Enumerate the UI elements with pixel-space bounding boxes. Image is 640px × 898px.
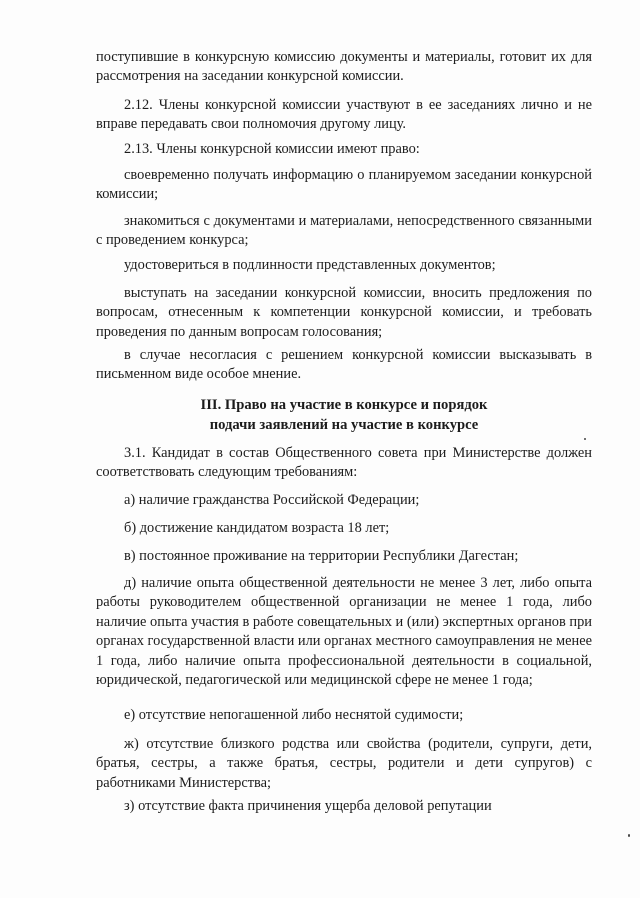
paragraph-3-1: 3.1. Кандидат в состав Общественного совета при Министерстве должен соответствовать следующим требованиям: [96,445,592,481]
section-heading-line-1: III. Право на участие в конкурсе и порядок [200,397,488,413]
paragraph-right-speak: выступать на заседании конкурсной комиссии, вносить предложения по вопросам, отнесенным к компетенции конкурсной комиссии, и требовать проведения по данным вопросам голосования; [96,285,592,340]
section-heading [96,396,592,435]
section-heading-line-2: подачи заявлений на участие в конкурсе [209,416,479,433]
paragraph-2-13: 2.13. Члены конкурсной комиссии имеют право: [124,141,420,157]
requirement-e: е) отсутствие непогашенной либо неснятой судимости; [124,707,464,723]
paragraph-right-review: знакомиться с документами и материалами, непосредственного связанными с проведением конкурса; [96,213,592,249]
requirement-zh: ж) отсутствие близкого родства или свойства (родители, супруги, дети, братья, сестры, а также братья, сестры, родители и дети супругов) с работниками Министерства; [96,736,592,791]
requirement-b: б) достижение кандидатом возраста 18 лет; [124,520,390,536]
paragraph-2-12: 2.12. Члены конкурсной комиссии участвуют в ее заседаниях лично и не вправе передавать свои полномочия другому лицу. [96,97,592,133]
scan-speck [584,438,586,440]
paragraph-continuation: поступившие в конкурсную комиссию документы и материалы, готовит их для рассмотрения на заседании конкурсной комиссии. [96,49,592,85]
paragraph-right-dissent: в случае несогласия с решением конкурсной комиссии высказывать в письменном виде особое мнение. [96,347,592,383]
requirement-d: д) наличие опыта общественной деятельности не менее 3 лет, либо опыта работы руководителем общественной организации не менее 1 года, либо наличие опыта участия в работе совещательных и (или) экспертных органов при органах государственной власти или органах местного самоуправления не менее 1 года, либо наличие опыта профессиональной деятельности в социальной, юридической, педагогической или медицинской сфере не менее 1 года; [96,575,593,689]
scan-speck [628,834,630,837]
requirement-z: з) отсутствие факта причинения ущерба деловой репутации [124,798,492,814]
paragraph-right-verify: удостовериться в подлинности представленных документов; [124,257,496,273]
requirement-a: а) наличие гражданства Российской Федерации; [124,492,420,508]
paragraph-right-notify: своевременно получать информацию о планируемом заседании конкурсной комиссии; [96,167,592,203]
requirement-v: в) постоянное проживание на территории Республики Дагестан; [124,548,519,564]
